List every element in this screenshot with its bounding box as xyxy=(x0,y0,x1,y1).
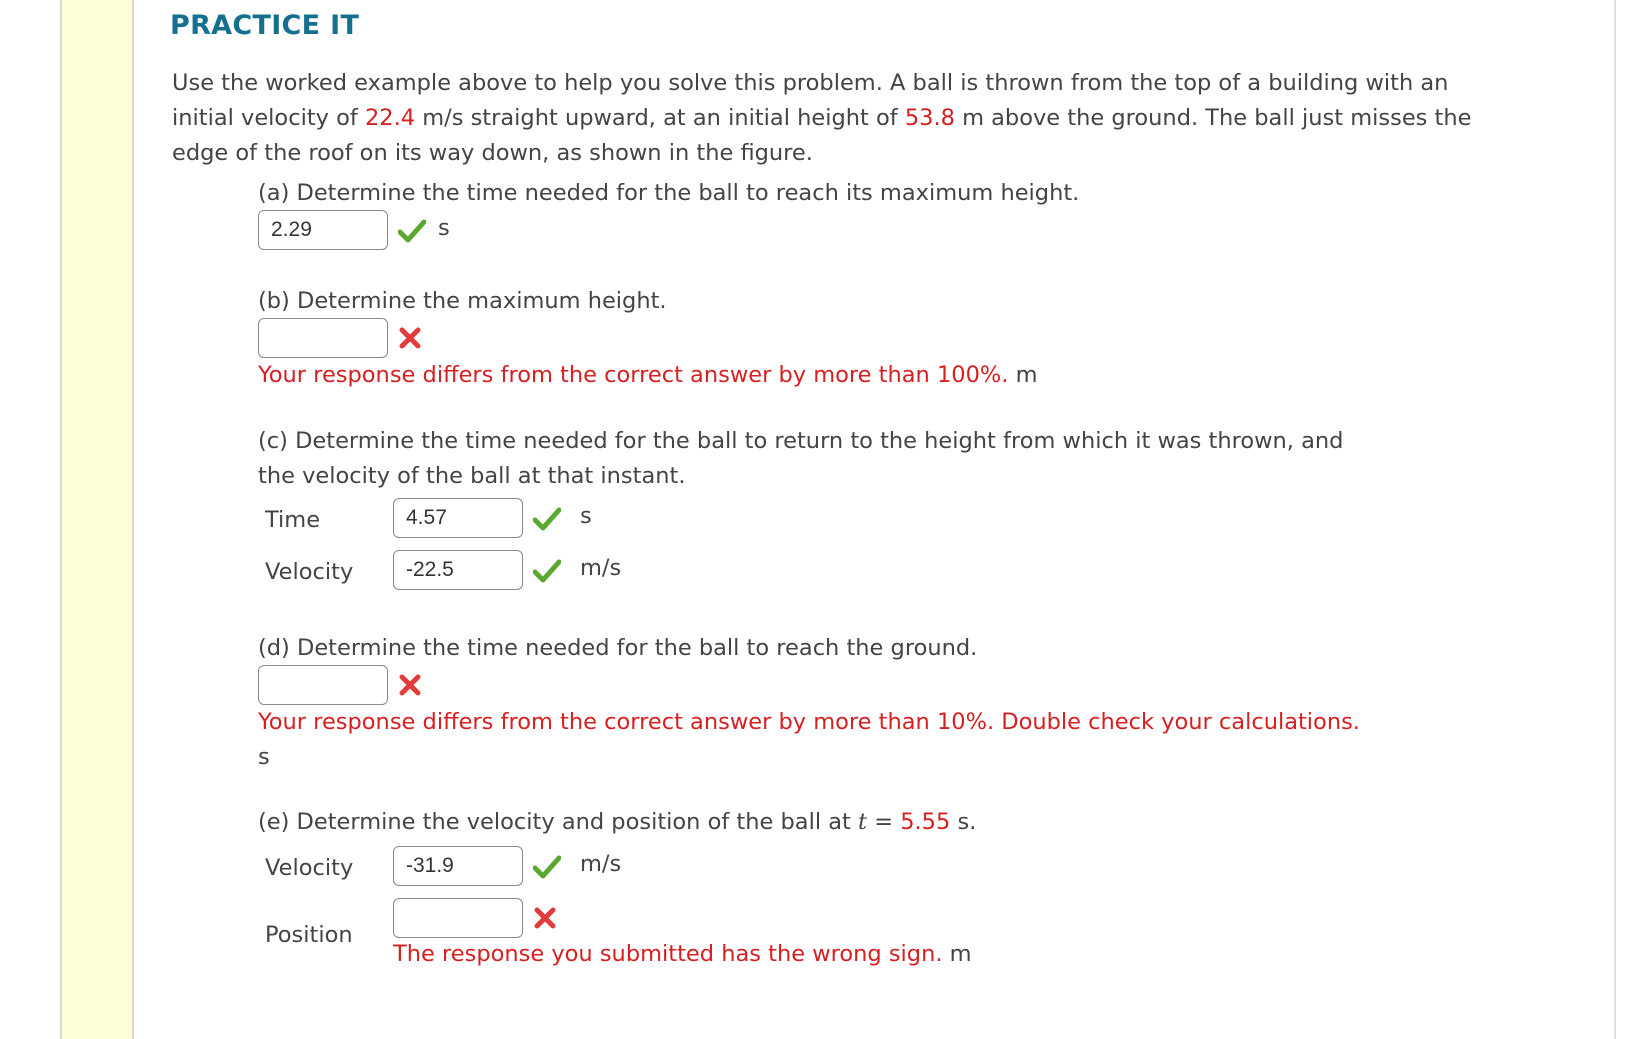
check-icon xyxy=(398,218,426,244)
part-c-velocity-unit: m/s xyxy=(580,555,622,581)
intro-text-3: m above the ground. The ball just misses the edge of the roof on its way down, as shown in the figure. xyxy=(172,105,1472,166)
part-e-velocity-label: Velocity xyxy=(265,855,354,881)
problem-statement xyxy=(172,66,1472,171)
part-e-position-field[interactable] xyxy=(393,898,523,938)
cross-icon xyxy=(398,673,422,697)
time-variable: t xyxy=(858,809,868,835)
part-e-velocity-unit: m/s xyxy=(580,851,622,877)
part-a-unit: s xyxy=(438,215,450,241)
part-d-feedback: Your response differs from the correct answer by more than 10%. Double check your calculations. xyxy=(258,709,1360,735)
check-icon xyxy=(533,558,561,584)
intro-text-1: Use the worked example above to help you solve this problem. A ball is thrown from the top of a building with an initial velocity of xyxy=(172,70,1449,131)
part-a-question: (a) Determine the time needed for the ball to reach its maximum height. xyxy=(258,180,1080,206)
part-c-time-field[interactable]: 4.57 xyxy=(393,498,523,538)
part-d-answer-field[interactable] xyxy=(258,665,388,705)
cross-icon xyxy=(533,906,557,930)
part-b-feedback-text: Your response differs from the correct answer by more than 100%. xyxy=(258,362,1009,388)
part-e-position-feedback-text: The response you submitted has the wrong sign. xyxy=(393,941,943,967)
part-d-unit: s xyxy=(258,744,270,770)
cross-icon xyxy=(398,326,422,350)
part-e-question xyxy=(258,805,976,840)
part-d-question: (d) Determine the time needed for the ball to reach the ground. xyxy=(258,635,978,661)
part-c-time-unit: s xyxy=(580,503,592,529)
part-e-position-unit: m xyxy=(949,941,972,967)
part-b-question: (b) Determine the maximum height. xyxy=(258,288,667,314)
initial-height-value: 53.8 xyxy=(904,105,955,131)
part-e-position-label: Position xyxy=(265,922,353,948)
part-c-velocity-field[interactable]: -22.5 xyxy=(393,550,523,590)
part-b-unit: m xyxy=(1015,362,1038,388)
right-border xyxy=(1614,0,1616,1039)
part-e-velocity-field[interactable]: -31.9 xyxy=(393,846,523,886)
part-e-question-text: (e) Determine the velocity and position of the ball at xyxy=(258,809,858,835)
initial-velocity-value: 22.4 xyxy=(364,105,416,131)
part-e-time-value: 5.55 xyxy=(900,809,951,835)
left-margin-stripe xyxy=(60,0,134,1039)
part-b-feedback xyxy=(258,358,1038,393)
part-c-time-label: Time xyxy=(265,507,321,533)
part-c-question: (c) Determine the time needed for the ball to return to the height from which it was thrown, and the velocity of the ball at that instant. xyxy=(258,428,1344,489)
practice-heading: PRACTICE IT xyxy=(170,10,360,41)
part-b-answer-field[interactable] xyxy=(258,318,388,358)
intro-text-2: m/s straight upward, at an initial height of xyxy=(415,105,905,131)
part-e-question-end: s. xyxy=(950,809,977,835)
part-c-velocity-label: Velocity xyxy=(265,559,354,585)
part-e-position-feedback xyxy=(393,937,972,972)
check-icon xyxy=(533,506,561,532)
part-a-answer-field[interactable]: 2.29 xyxy=(258,210,388,250)
equals-sign: = xyxy=(867,809,901,835)
check-icon xyxy=(533,854,561,880)
